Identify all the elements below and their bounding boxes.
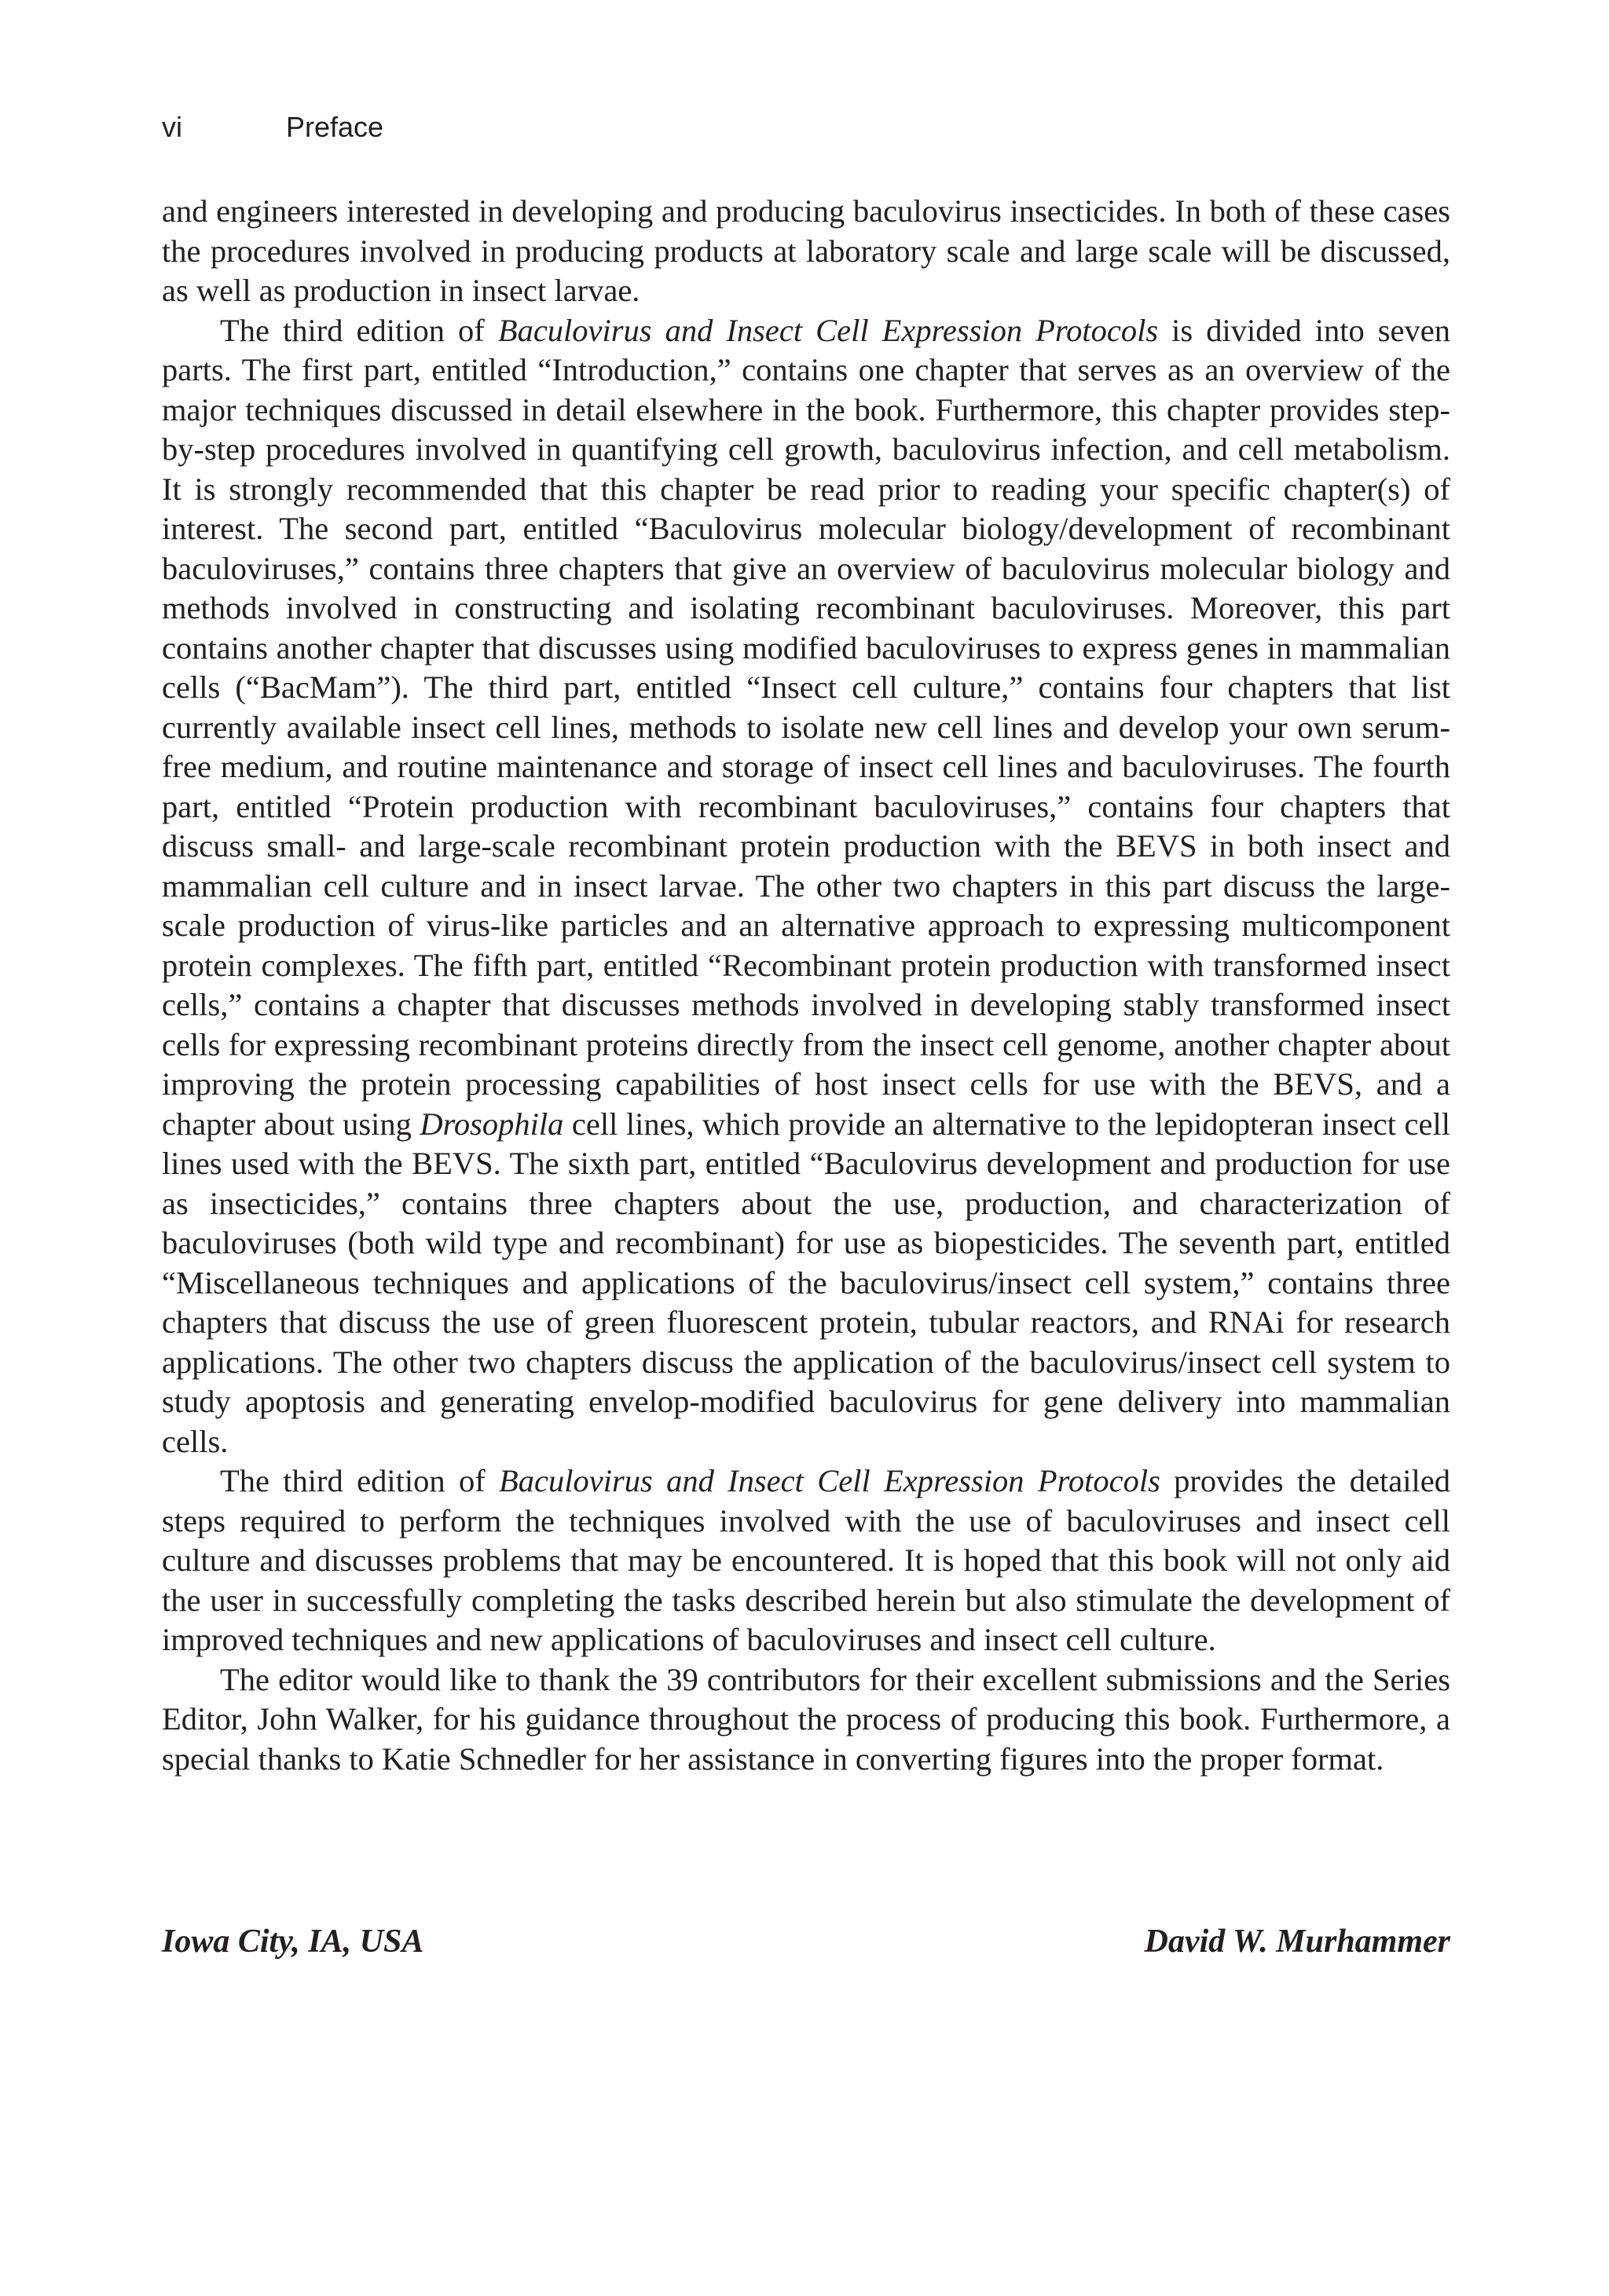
section-title: Preface bbox=[286, 111, 384, 143]
signature-block bbox=[162, 1922, 1450, 1961]
paragraph-3 bbox=[162, 1462, 1450, 1660]
paragraph-2-text-end: cell lines, which provide an alternative to the lepidopteran insect cell lines used with the BEVS. The sixth part, entitled “Baculovirus development and production for use as insecticides,” contains three chapters about the use, production, and characterization of baculoviruses (both wild type and recombinant) for use as biopesticides. The seventh part, entitled “Miscellaneous techniques and applications of the baculovirus/insect cell system,” contains three chapters that discuss the use of green fluorescent protein, tubular reactors, and RNAi for research applications. The other two chapters discuss the application of the baculovirus/insect cell system to study apoptosis and generating envelop-modified baculovirus for gene delivery into mammalian cells. bbox=[162, 1106, 1450, 1459]
book-title: Baculovirus and Insect Cell Expression Protocols bbox=[499, 1463, 1160, 1498]
paragraph-3-lead: The third edition of bbox=[220, 1463, 500, 1498]
running-head bbox=[162, 112, 1450, 143]
paragraph-1: and engineers interested in developing and producing baculovirus insecticides. In both of these cases the procedures involved in producing products at laboratory scale and large scale will be discussed, as well as production in insect larvae. bbox=[162, 193, 1450, 308]
book-title: Baculovirus and Insect Cell Expression Protocols bbox=[497, 312, 1159, 348]
page-number: vi bbox=[162, 111, 182, 143]
paragraph-2 bbox=[162, 311, 1450, 1462]
paragraph-2-text: is divided into seven parts. The first part, entitled “Introduction,” contains one chapter that serves as an overview of the major techniques discussed in detail elsewhere in the book. Furthermore, this chapter provides step-by-step procedures involved in quantifying cell growth, baculovirus infection, and cell metabolism. It is strongly recommended that this chapter be read prior to reading your specific chapter(s) of interest. The second part, entitled “Baculovirus molecular biology/development of recombinant baculoviruses,” contains three chapters that give an overview of baculovirus molecular biology and methods involved in constructing and isolating recombinant baculoviruses. Moreover, this part contains another chapter that discusses using modified baculoviruses to express genes in mammalian cells (“BacMam”). The third part, entitled “Insect cell culture,” contains four chapters that list currently available insect cell lines, methods to isolate new cell lines and develop your own serum-free medium, and routine maintenance and storage of insect cell lines and baculoviruses. The fourth part, entitled “Protein production with recombinant baculoviruses,” contains four chapters that discuss small- and large-scale recombinant protein production with the BEVS in both insect and mammalian cell culture and in insect larvae. The other two chapters in this part discuss the large-scale production of virus-like particles and an alternative approach to expressing multicomponent protein complexes. The fifth part, entitled “Recombinant protein production with transformed insect cells,” contains a chapter that discusses methods involved in developing stably transformed insect cells for expressing recombinant proteins directly from the insect cell genome, another chapter about improving the protein processing capabilities of host insect cells for use with the BEVS, and a chapter about using bbox=[162, 312, 1450, 1142]
paragraph-4: The editor would like to thank the 39 contributors for their excellent submissions and the Series Editor, John Walker, for his guidance throughout the process of producing this book. Furthermore, a special thanks to Katie Schnedler for her assistance in converting figures into the proper format. bbox=[162, 1661, 1450, 1777]
drosophila-term: Drosophila bbox=[420, 1106, 564, 1142]
signature-location: Iowa City, IA, USA bbox=[162, 1924, 424, 1960]
preface-body bbox=[162, 192, 1450, 1779]
signature-author: David W. Murhammer bbox=[1144, 1924, 1450, 1960]
paragraph-2-lead: The third edition of bbox=[220, 312, 498, 348]
paragraph-3-text: provides the detailed steps required to perform the techniques involved with the use of baculoviruses and insect cell culture and discusses problems that may be encountered. It is hoped that this book will not only aid the user in successfully completing the tasks described herein but also stimulate the development of improved techniques and new applications of baculoviruses and insect cell culture. bbox=[162, 1463, 1450, 1657]
